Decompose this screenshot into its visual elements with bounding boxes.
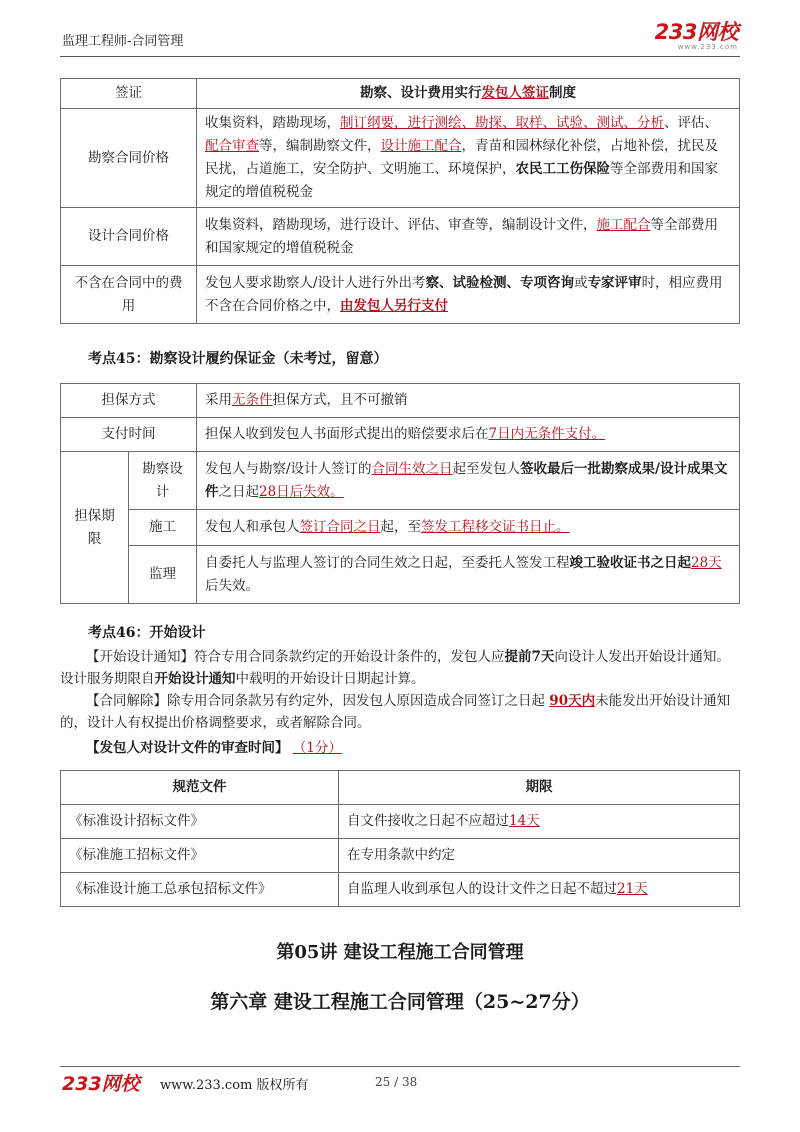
table-row: [61, 208, 740, 266]
table-cell: 担保人收到发包人书面形式提出的赔偿要求后在7日内无条件支付。: [197, 418, 740, 452]
table-cell: 自监理人收到承包人的设计文件之日起不超过21天: [339, 873, 740, 907]
footer-logo: 233网校: [62, 1073, 140, 1095]
table-row: [61, 79, 740, 109]
table-row: [61, 418, 740, 452]
table-cell-group-label: 担保期限: [61, 452, 129, 604]
paragraph-start-design: 【开始设计通知】符合专用合同条款约定的开始设计条件的，发包人应提前7天向设计人发出开始设计通知。设计服务期限自开始设计通知中载明的开始设计日期起计算。: [60, 649, 730, 687]
brand-logo-url: www.233.com: [677, 43, 738, 51]
table-row: [61, 546, 740, 604]
table-cell-sublabel: 勘察设计: [129, 452, 197, 510]
page-number: 25 / 38: [375, 1075, 418, 1089]
table-cell: 发包人和承包人签订合同之日起，至签发工程移交证书日止。: [197, 510, 740, 546]
table-row: [61, 109, 740, 208]
table-cell-label: 设计合同价格: [61, 208, 197, 266]
table-row: [61, 510, 740, 546]
table-cell: 采用无条件担保方式，且不可撤销: [197, 384, 740, 418]
table-row: [61, 266, 740, 324]
paragraph-termination: 【合同解除】除专用合同条款另有约定外，因发包人原因造成合同签订之日起 90天内未能发出开始设计通知的，设计人有权提出价格调整要求，或者解除合同。: [60, 693, 731, 731]
table-row: [61, 805, 740, 839]
section-heading-45: 考点45：勘察设计履约保证金（未考过，留意）: [88, 351, 388, 367]
table-cell-sublabel: 监理: [129, 546, 197, 604]
table-cell-label: 不含在合同中的费用: [61, 266, 197, 324]
table-row: [61, 452, 740, 510]
table-cell: 发包人与勘察/设计人签订的合同生效之日起至发包人签收最后一批勘察成果/设计成果文件之日起28日后失效。: [197, 452, 740, 510]
table-cell: 收集资料，踏勘现场，进行设计、评估、审查等，编制设计文件，施工配合等全部费用和国家规定的增值税税金: [197, 208, 740, 266]
footer-divider: [60, 1066, 740, 1067]
table-cell: 发包人要求勘察人/设计人进行外出考察、试验检测、专项咨询或专家评审时，相应费用不含在合同价格之中，由发包人另行支付: [197, 266, 740, 324]
paragraph-review-time: 【发包人对设计文件的审查时间】 （1分）: [86, 740, 342, 756]
table-cell-sublabel: 施工: [129, 510, 197, 546]
table-header-cell: 期限: [339, 771, 740, 805]
lecture-title: 第05讲 建设工程施工合同管理: [276, 942, 524, 963]
table-header-cell: 规范文件: [61, 771, 339, 805]
table-row: [61, 873, 740, 907]
table-row: [61, 839, 740, 873]
table-cell-label: 支付时间: [61, 418, 197, 452]
table-cell: 《标准施工招标文件》: [61, 839, 339, 873]
table-cell-label: 签证: [61, 79, 197, 109]
table-cell: 《标准设计施工总承包招标文件》: [61, 873, 339, 907]
table-cell-label: 担保方式: [61, 384, 197, 418]
guarantee-table: [60, 383, 740, 604]
fee-table: [60, 78, 740, 324]
chapter-title: 第六章 建设工程施工合同管理（25~27分）: [210, 991, 590, 1013]
brand-logo: [655, 16, 738, 51]
review-period-table: [60, 770, 740, 907]
table-cell: 勘察、设计费用实行发包人签证制度: [197, 79, 740, 109]
table-cell: 《标准设计招标文件》: [61, 805, 339, 839]
table-cell: 自委托人与监理人签订的合同生效之日起，至委托人签发工程竣工验收证书之日起28天后失效。: [197, 546, 740, 604]
table-cell-label: 勘察合同价格: [61, 109, 197, 208]
section-heading-46: 考点46：开始设计: [88, 625, 206, 641]
table-row: [61, 384, 740, 418]
document-header-title: 监理工程师-合同管理: [62, 34, 184, 49]
header-divider: [60, 56, 740, 57]
table-cell: 收集资料，踏勘现场，制订纲要，进行测绘、勘探、取样、试验、测试、分析、评估、配合审查等，编制勘察文件，设计施工配合，青苗和园林绿化补偿，占地补偿，扰民及民扰，占道施工，安全防护、文明施工、环境保护，农民工工伤保险等全部费用和国家规定的增值税税金: [197, 109, 740, 208]
footer-copyright: www.233.com 版权所有: [160, 1078, 309, 1093]
brand-logo-text: 233网校: [654, 20, 738, 44]
table-row: [61, 771, 740, 805]
table-cell: 自文件接收之日起不应超过14天: [339, 805, 740, 839]
table-cell: 在专用条款中约定: [339, 839, 740, 873]
